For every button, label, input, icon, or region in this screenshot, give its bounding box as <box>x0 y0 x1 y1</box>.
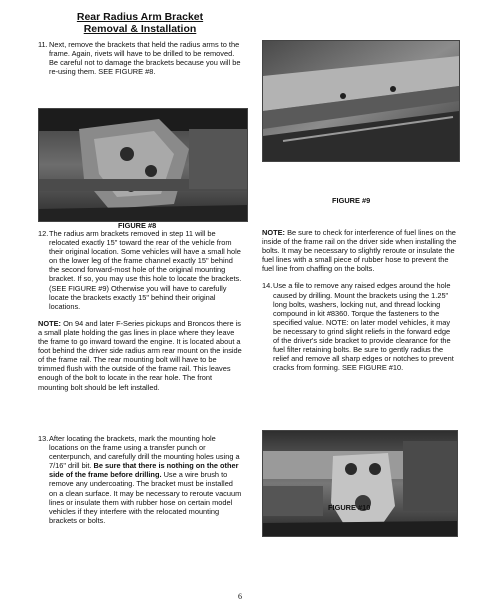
figure-9-caption: FIGURE #9 <box>332 196 371 205</box>
step-12 <box>38 229 243 311</box>
step-11 <box>38 40 243 76</box>
step-text-intro: After locating the brackets, mark the mounting hole locations on the frame using a transfer punch or centerpunch, and carefully drill the mounting holes using a 7/16" drill bit. <box>49 434 240 471</box>
note-label: NOTE: <box>262 228 285 237</box>
figure-8-caption: FIGURE #8 <box>118 221 157 230</box>
section-heading <box>40 11 240 35</box>
left-column-lower <box>38 229 243 392</box>
step-number: 13. <box>38 434 49 443</box>
step-number: 11. <box>38 40 48 49</box>
step-14 <box>262 281 458 372</box>
step-13 <box>38 434 243 525</box>
step-number: 14. <box>262 281 273 291</box>
left-column-step-13 <box>38 434 243 525</box>
heading-line-2: Removal & Installation <box>83 23 197 35</box>
right-column <box>262 228 458 372</box>
step-text: The radius arm brackets removed in step 11 will be relocated exactly 15" toward the rear of the vehicle from their original location. Some vehicles will have a small hole on the lower leg of the frame channel exactly 15" behind the second forward-most hole of the original mounting bracket. If so, you may use this hole to locate the brackets. (SEE FIGURE #9) Otherwise you will have to carefully locate the brackets exactly 15" behind their original locations. <box>49 229 242 311</box>
left-column <box>38 40 243 76</box>
step-text <box>38 434 243 525</box>
note-label: NOTE: <box>38 318 61 328</box>
figure-10-caption: FIGURE #10 <box>328 503 371 512</box>
note-text: Be sure to check for interference of fuel lines on the inside of the frame rail on the driver side when installing the bolts. It may be necessary to slightly reroute or insulate the fuel lines with a small piece of rubber hose to prevent the fuel line from chaffing on the bolts. <box>262 228 457 274</box>
note-gas-lines <box>38 319 243 392</box>
step-warning: Be sure that there is nothing on the other side of the frame before drilling. <box>49 461 239 480</box>
page-number: 6 <box>238 592 242 601</box>
step-text-rest: Use a wire brush to remove any undercoating. The bracket must be installed on a clean surface. It may be necessary to reroute vacuum lines or insulate them with rubber hose on certain model vehicles if they interfere with the relocated mounting brackets or bolts. <box>49 470 242 525</box>
figure-10-photo <box>262 430 458 537</box>
step-text: Next, remove the brackets that held the radius arms to the frame. Again, rivets will have to be drilled to be removed. Be careful not to damage the brackets because you will be re-using them. SEE FIGURE #8. <box>49 40 241 77</box>
figure-8-photo <box>38 108 248 222</box>
step-number: 12. <box>38 229 49 238</box>
heading-line-1: Rear Radius Arm Bracket <box>76 11 204 23</box>
figure-9-photo <box>262 40 460 162</box>
step-text: Use a file to remove any raised edges around the hole caused by drilling. Mount the brackets using the 1.25" long bolts, washers, locking nut, and thread locking compound in kit #8360. Torque the fasteners to the specified value. NOTE: on later model vehicles, it may be necessary to grind slight reliefs in the forward edge of the driver's side bracket to provide clearance for the fuel filter retaining bolts. Be sure to gently radius the relief and remove all sharp edges or notches to prevent cracks from forming. SEE FIGURE #10. <box>273 281 454 373</box>
note-fuel-lines <box>262 228 458 273</box>
note-text: On 94 and later F-Series pickups and Broncos there is a small plate holding the gas lines in place where they leave the frame to go inward toward the engine. It is located about a foot behind the driver side radius arm rear mount on the inside of the frame rail. The rear mounting bolt will have to be trimmed flush with the outside of the frame rail. This leaves enough of the bolt to locate in the rear hole. The front mounting bolt should be left installed. <box>38 318 242 392</box>
